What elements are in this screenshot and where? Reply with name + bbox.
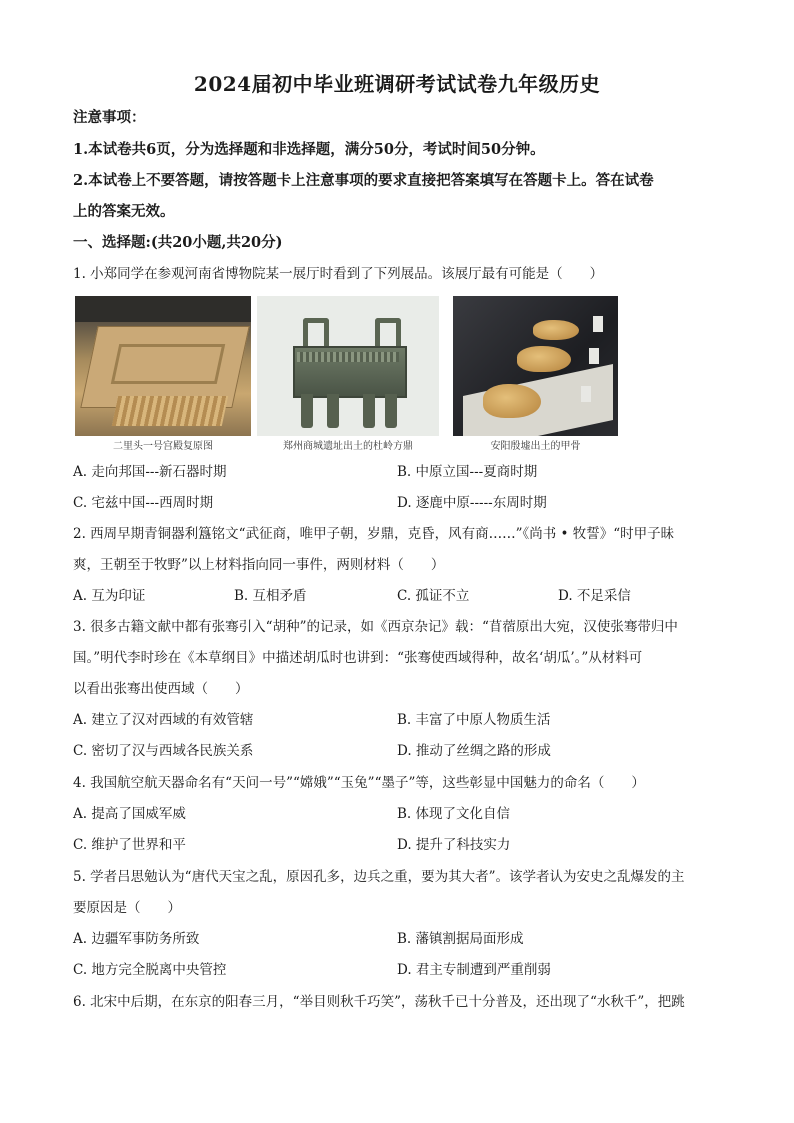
question-3-line-3: 以看出张骞出使西域（ ） [73, 681, 249, 697]
q5-option-a: A. 边疆军事防务所致 [73, 931, 200, 947]
section-heading: 一、选择题:(共20小题,共20分) [73, 234, 283, 251]
q2-option-c: C. 孤证不立 [397, 588, 470, 604]
notice-item-2-line-2: 上的答案无效。 [73, 203, 175, 220]
q1-option-d: D. 逐鹿中原-----东周时期 [397, 495, 547, 511]
q1-option-a: A. 走向邦国---新石器时期 [73, 464, 227, 480]
q5-option-b: B. 藩镇割据局面形成 [397, 931, 524, 947]
q1-option-b: B. 中原立国---夏商时期 [397, 464, 538, 480]
q4-option-d: D. 提升了科技实力 [397, 837, 511, 853]
question-2-line-1: 2. 西周早期青铜器利簋铭文“武征商，唯甲子朝，岁鼎，克昏，风有商……”《尚书 • 牧誓》“时甲子昧 [73, 526, 675, 542]
q2-option-d: D. 不足采信 [558, 588, 631, 604]
q1-option-c: C. 宅兹中国---西周时期 [73, 495, 214, 511]
caption-bronze-ding: 郑州商城遗址出土的杜岭方鼎 [283, 441, 413, 452]
caption-oracle-bone: 安阳殷墟出土的甲骨 [490, 441, 581, 452]
exam-title: 2024届初中毕业班调研考试试卷九年级历史 [193, 72, 601, 96]
question-6-line-1: 6. 北宋中后期，在东京的阳春三月，“举目则秋千巧笑”，荡秋千已十分普及，还出现了“水秋千”，把跳 [73, 994, 685, 1010]
q3-option-c: C. 密切了汉与西域各民族关系 [73, 743, 254, 759]
q3-option-b: B. 丰富了中原人物质生活 [397, 712, 551, 728]
q5-option-c: C. 地方完全脱离中央管控 [73, 962, 227, 978]
question-4-line-1: 4. 我国航空航天器命名有“天问一号”“嫦娥”“玉兔”“墨子”等，这些彰显中国魅力的命名（ ） [73, 775, 645, 791]
notice-item-1: 1.本试卷共6页，分为选择题和非选择题，满分50分，考试时间50分钟。 [73, 141, 545, 158]
notice-item-2-line-1: 2.本试卷上不要答题，请按答题卡上注意事项的要求直接把答案填写在答题卡上。答在试卷 [73, 172, 654, 189]
question-3-line-1: 3. 很多古籍文献中都有张骞引入“胡种”的记录，如《西京杂记》载：“苜蓿原出大宛，汉使张骞带归中 [73, 619, 678, 635]
q5-option-d: D. 君主专制遭到严重削弱 [397, 962, 551, 978]
q2-option-b: B. 互相矛盾 [234, 588, 307, 604]
notice-heading: 注意事项： [73, 109, 146, 126]
q4-option-b: B. 体现了文化自信 [397, 806, 511, 822]
bronze-ding-photo [257, 296, 439, 436]
q3-option-a: A. 建立了汉对西域的有效管辖 [73, 712, 254, 728]
question-1-line-1: 1. 小郑同学在参观河南省博物院某一展厅时看到了下列展品。该展厅最有可能是（ ） [73, 266, 604, 282]
question-3-line-2: 国。”明代李时珍在《本草纲目》中描述胡瓜时也讲到：“张骞使西域得种，故名‘胡瓜’。”从材料可 [73, 650, 643, 666]
q2-option-a: A. 互为印证 [73, 588, 146, 604]
question-5-line-2: 要原因是（ ） [73, 900, 181, 916]
question-2-line-2: 爽，王朝至于牧野”以上材料指向同一事件，两则材料（ ） [73, 557, 445, 573]
q4-option-a: A. 提高了国威军威 [73, 806, 186, 822]
q4-option-c: C. 维护了世界和平 [73, 837, 186, 853]
caption-palace-model: 二里头一号宫殿复原图 [113, 441, 213, 452]
oracle-bone-photo [453, 296, 618, 436]
palace-model-photo [75, 296, 251, 436]
q3-option-d: D. 推动了丝绸之路的形成 [397, 743, 551, 759]
question-5-line-1: 5. 学者吕思勉认为“唐代天宝之乱，原因孔多，边兵之重，要为其大者”。该学者认为安史之乱爆发的主 [73, 869, 685, 885]
